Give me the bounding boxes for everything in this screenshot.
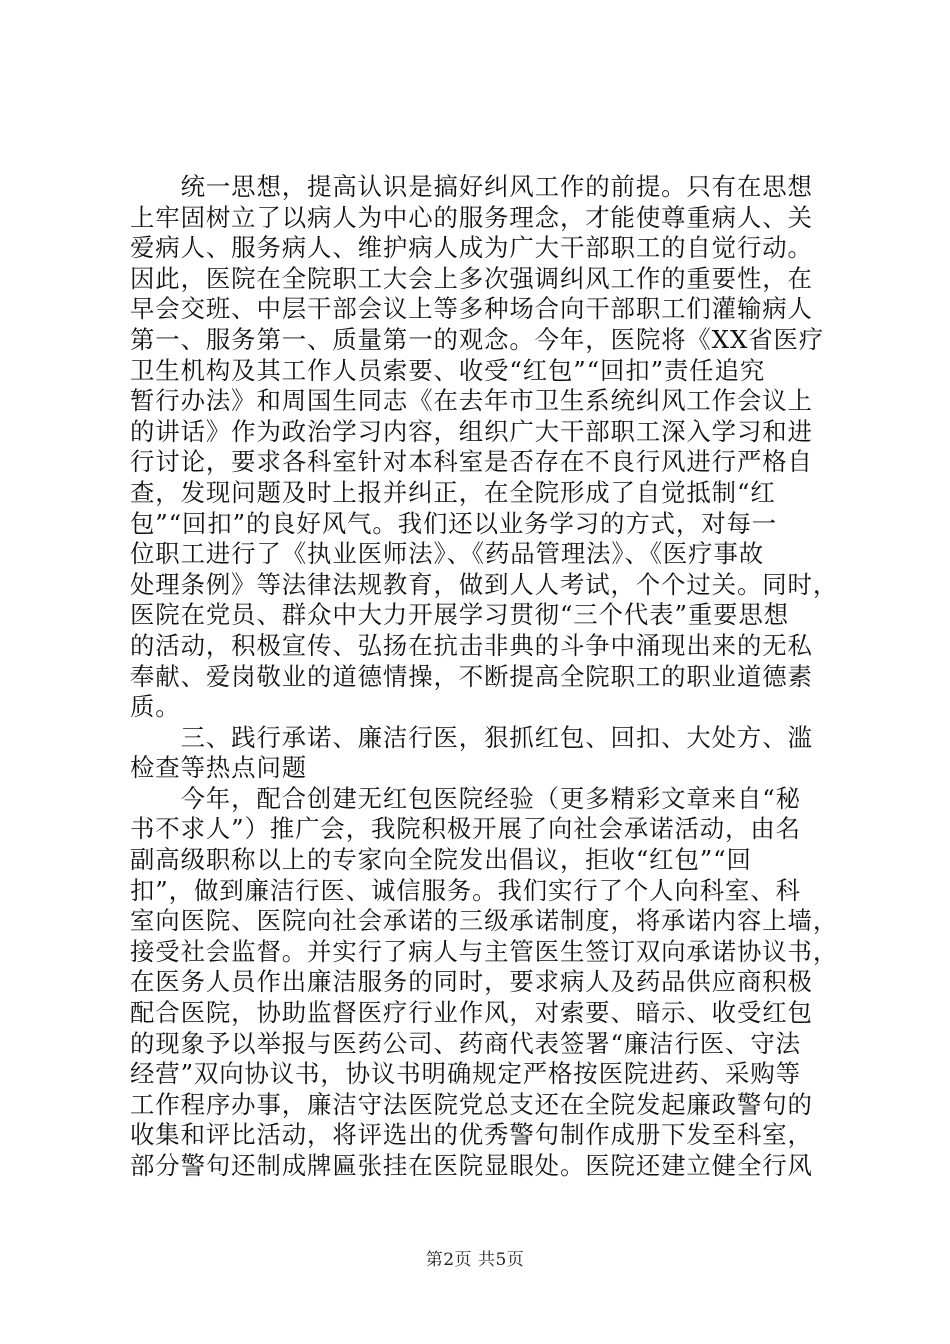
- text-line: 行讨论，要求各科室针对本科室是否存在不良行风进行严格自: [130, 447, 813, 477]
- text-line: 检查等热点问题: [130, 753, 308, 783]
- text-line: 经营”双向协议书，协议书明确规定严格按医院进药、采购等: [130, 1059, 801, 1089]
- text-line: 处理条例》等法律法规教育，做到人人考试，个个过关。同时，: [130, 569, 839, 599]
- text-line: 副高级职称以上的专家向全院发出倡议，拒收“红包”“回: [130, 845, 752, 875]
- page-footer: 第2页 共5页: [425, 1250, 525, 1270]
- text-line: 统一思想，提高认识是搞好纠风工作的前提。只有在思想: [130, 172, 813, 201]
- text-line: 今年，配合创建无红包医院经验（更多精彩文章来自“秘: [130, 783, 801, 813]
- text-line: 收集和评比活动，将评选出的优秀警句制作成册下发至科室，: [130, 1120, 813, 1150]
- text-line: 爱病人、服务病人、维护病人成为广大干部职工的自觉行动。: [130, 233, 813, 263]
- text-line: 书不求人”）推广会，我院积极开展了向社会承诺活动，由名: [130, 814, 801, 844]
- text-line: 部分警句还制成牌匾张挂在医院显眼处。医院还建立健全行风: [130, 1151, 813, 1180]
- text-line: 奉献、爱岗敬业的道德情操，不断提高全院职工的职业道德素: [130, 661, 813, 691]
- text-line: 质。: [130, 692, 181, 722]
- text-line: 的现象予以举报与医药公司、药商代表签署“廉洁行医、守法: [130, 1028, 801, 1058]
- text-line: 在医务人员作出廉洁服务的同时，要求病人及药品供应商积极: [130, 967, 813, 997]
- text-line: 位职工进行了《执业医师法》、《药品管理法》、《医疗事故: [130, 539, 765, 569]
- text-line: 查，发现问题及时上报并纠正，在全院形成了自觉抵制“红: [130, 477, 776, 507]
- text-line: 早会交班、中层干部会议上等多种场合向干部职工们灌输病人: [130, 294, 813, 324]
- text-line: 室向医院、医院向社会承诺的三级承诺制度，将承诺内容上墙，: [130, 906, 839, 936]
- text-line: 工作程序办事，廉洁守法医院党总支还在全院发起廉政警句的: [130, 1089, 813, 1119]
- text-line: 接受社会监督。并实行了病人与主管医生签订双向承诺协议书，: [130, 936, 839, 966]
- text-line: 扣”，做到廉洁行医、诚信服务。我们实行了个人向科室、科: [130, 875, 801, 905]
- text-line: 暂行办法》和周国生同志《在去年市卫生系统纠风工作会议上: [130, 386, 813, 416]
- text-line: 第一、服务第一、质量第一的观念。今年，医院将《XX省医疗: [130, 324, 825, 354]
- text-line: 的讲话》作为政治学习内容，组织广大干部职工深入学习和进: [130, 416, 813, 446]
- text-line: 医院在党员、群众中大力开展学习贯彻“三个代表”重要思想: [130, 600, 790, 630]
- document-body: [130, 172, 839, 1182]
- text-line: 的活动，积极宣传、弘扬在抗击非典的斗争中涌现出来的无私: [130, 630, 813, 660]
- text-line: 卫生机构及其工作人员索要、收受“红包”“回扣”责任追究: [130, 355, 766, 385]
- text-line: 因此，医院在全院职工大会上多次强调纠风工作的重要性，在: [130, 263, 813, 293]
- text-line: 包”“回扣”的良好风气。我们还以业务学习的方式，对每一: [130, 508, 778, 538]
- text-line: 三、践行承诺、廉洁行医，狠抓红包、回扣、大处方、滥: [130, 722, 813, 752]
- text-line: 配合医院，协助监督医疗行业作风，对索要、暗示、收受红包: [130, 998, 813, 1028]
- text-line: 上牢固树立了以病人为中心的服务理念，才能使尊重病人、关: [130, 202, 813, 232]
